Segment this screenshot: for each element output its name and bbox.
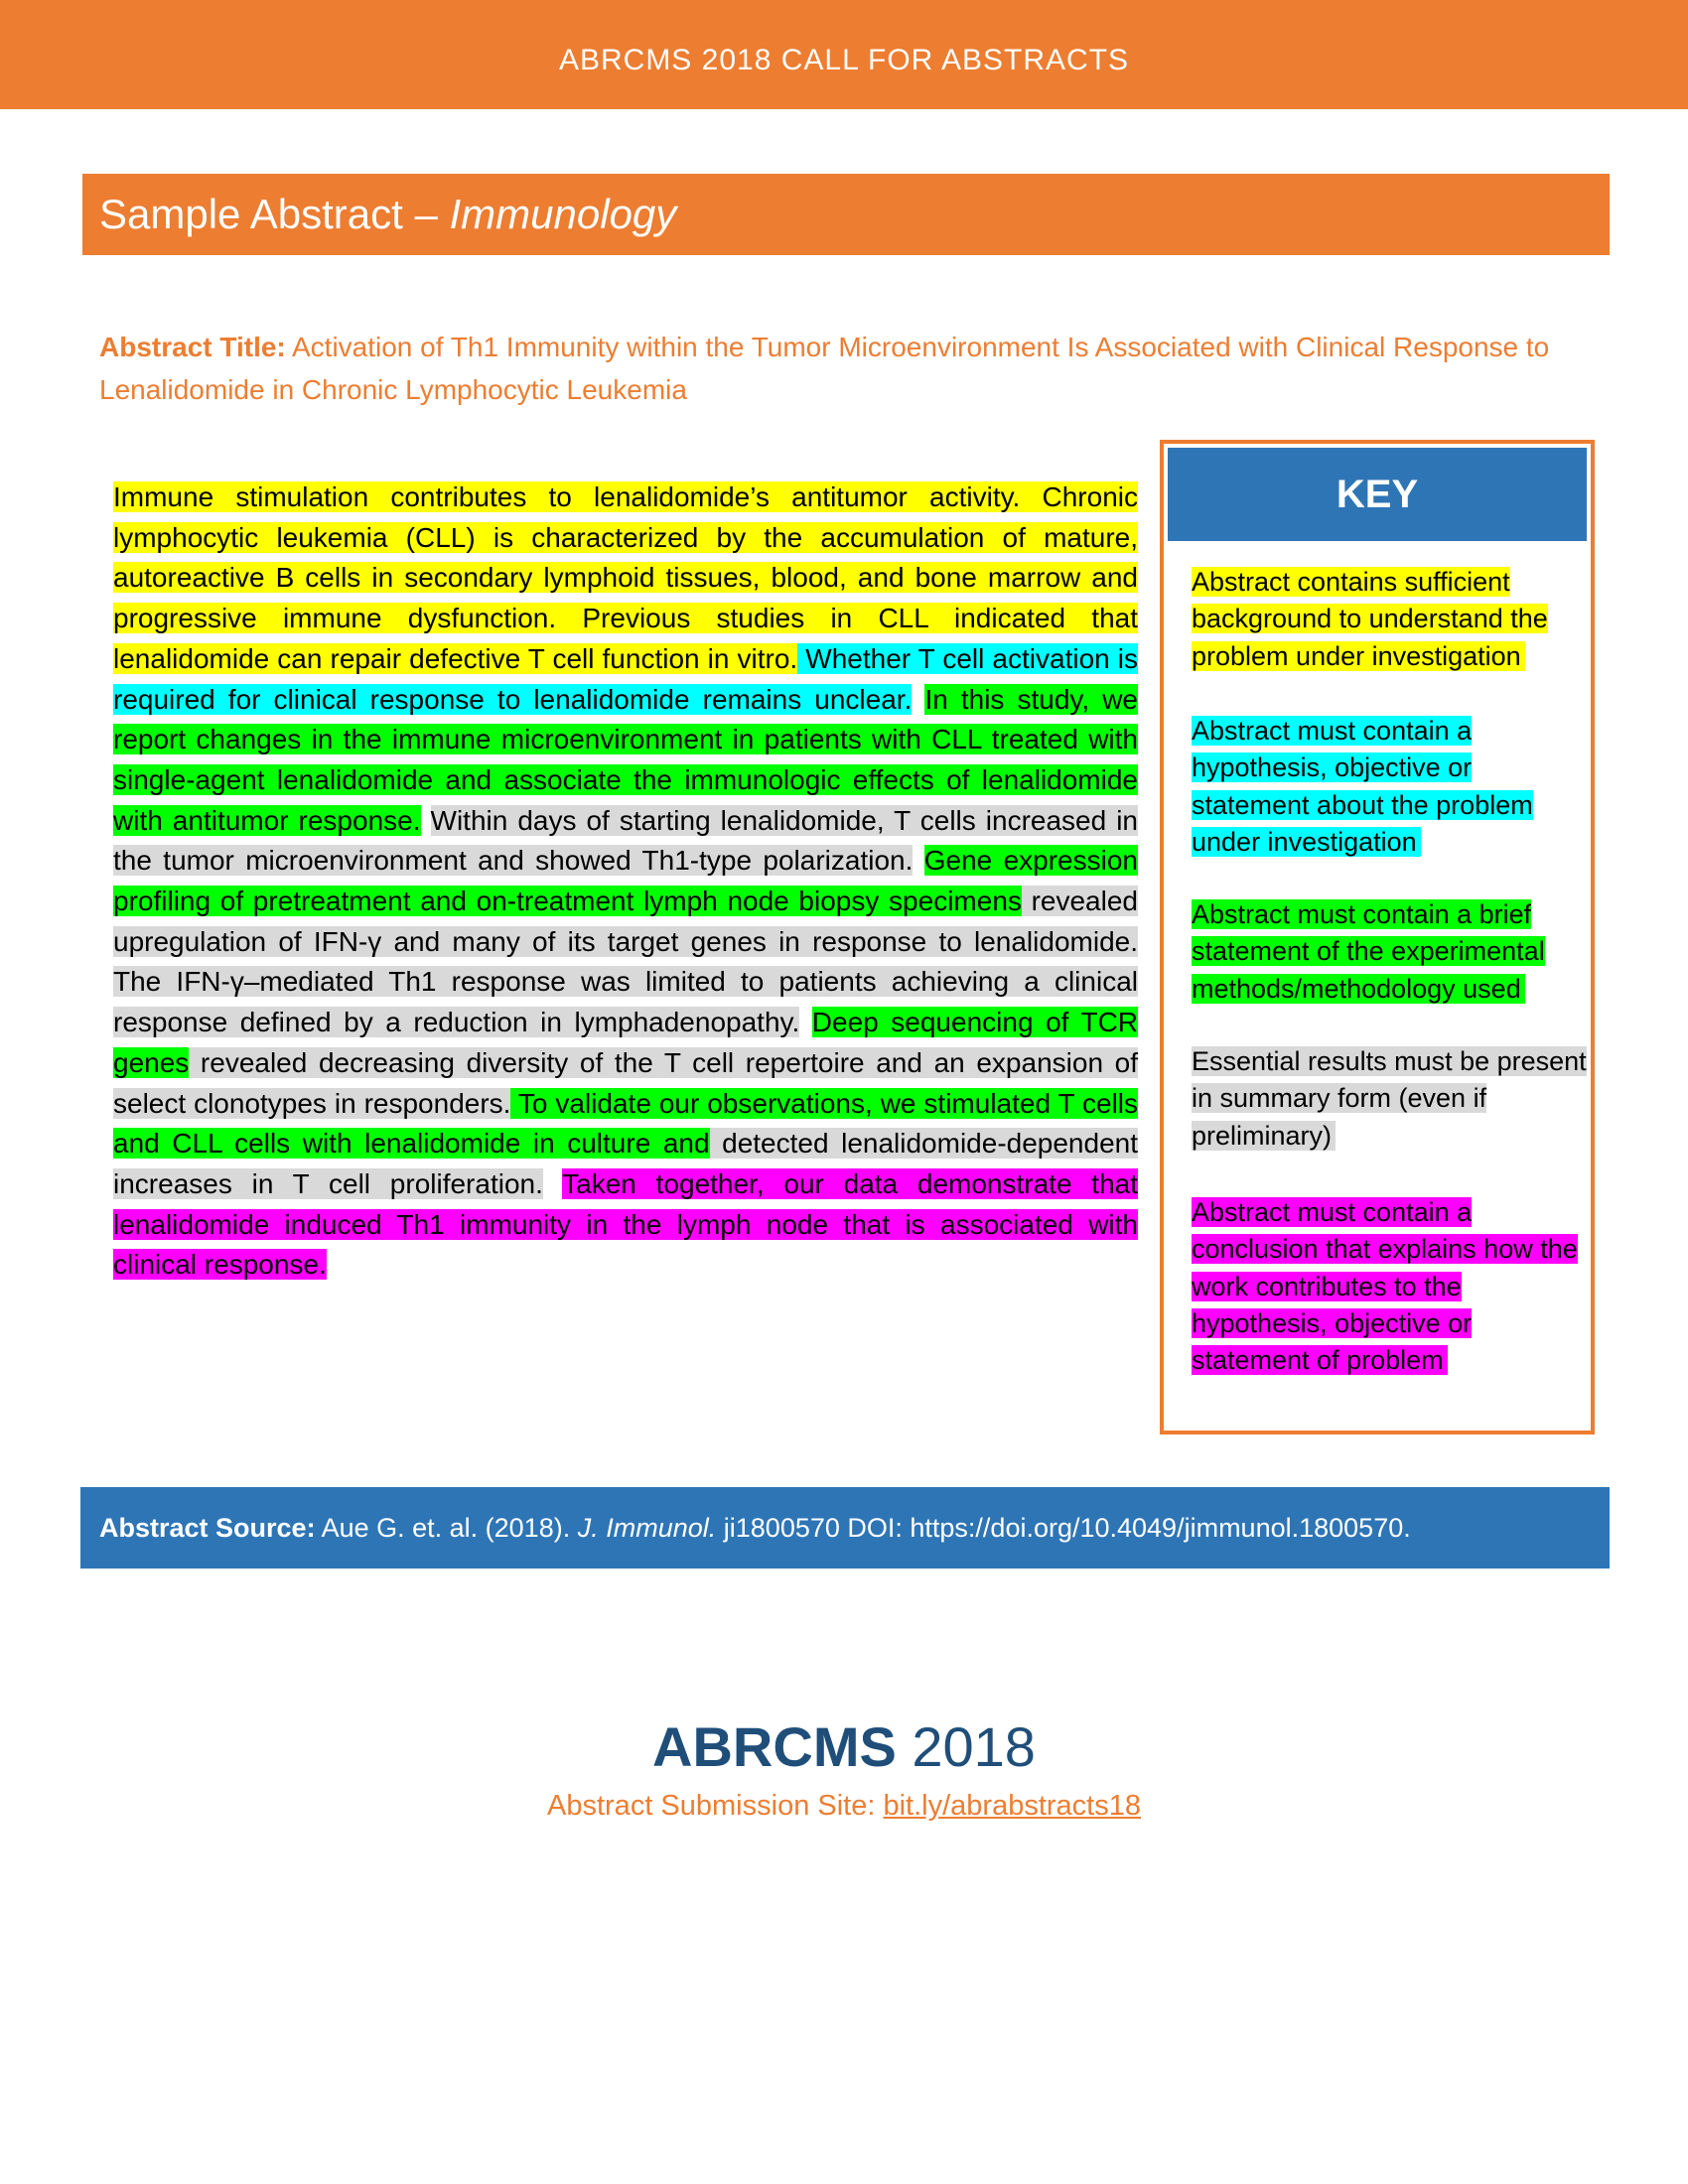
footer-submission [0, 1786, 1688, 1826]
abstract-segment-methods: In this study, we report changes in the immune microenvironment in patients with CLL treated with single-agent lenalidomide and associate the immunologic effects of lenalidomide with antitumor response. [113, 683, 1138, 836]
key-item-text: Essential results must be present in summary form (even if preliminary) [1192, 1046, 1587, 1151]
key-item-text: Abstract must contain a hypothesis, objective or statement about the problem under investigation [1192, 716, 1533, 857]
submission-link[interactable]: bit.ly/abrabstracts18 [883, 1790, 1141, 1822]
key-panel [1160, 440, 1595, 1434]
section-title: Sample Abstract – [99, 191, 450, 237]
key-header [1168, 448, 1587, 541]
abstract-segment-results: Within days of starting lenalidomide, T cells increased in the tumor microenvironment and showed Th1-type polarization. [113, 804, 1138, 877]
abstract-segment-methods: Deep sequencing of TCR genes [113, 1007, 1139, 1078]
section-title-subject: Immunology [449, 191, 677, 237]
source-label: Abstract Source: [99, 1513, 316, 1543]
key-item-results [1192, 1043, 1589, 1155]
key-title: KEY [1336, 473, 1419, 516]
key-item-text: Abstract must contain a brief statement of the experimental methods/methodology used [1192, 899, 1545, 1004]
abstract-segment-none [421, 805, 431, 836]
abstract-segment-none [913, 845, 923, 876]
abstract-segment-none [912, 684, 924, 715]
source-doi[interactable]: ji1800570 DOI: https://doi.org/10.4049/jimmunol.1800570. [716, 1513, 1411, 1543]
abstract-body [113, 478, 1138, 1286]
abstract-title-label: Abstract Title: [99, 332, 286, 362]
top-banner [0, 0, 1688, 109]
footer-title-brand: ABRCMS [652, 1715, 897, 1778]
key-item-conclusion [1192, 1194, 1589, 1379]
abstract-segment-hypothesis: Whether T cell activation is required for clinical response to lenalidomide remains unclear. [113, 642, 1138, 715]
abstract-title-text: Activation of Th1 Immunity within the Tumor Microenvironment Is Associated with Clinical Response to Lenalidomide in Chronic Lymphocytic Leukemia [99, 332, 1550, 405]
section-title-bar [82, 174, 1610, 255]
abstract-segment-methods: Gene expression profiling of pretreatment and on-treatment lymph node biopsy specimens [113, 845, 1138, 917]
abstract-segment-none [543, 1168, 562, 1199]
key-item-methods [1192, 896, 1589, 1008]
submission-label: Abstract Submission Site: [547, 1790, 884, 1822]
abstract-segment-methods: To validate our observations, we stimulated T cells and CLL cells with lenalidomide in culture and [113, 1087, 1139, 1160]
abstract-segment-results: revealed decreasing diversity of the T cell repertoire and an expansion of select clonotypes in responders. [113, 1046, 1138, 1119]
footer-title [0, 1712, 1688, 1782]
abstract-segment-results: detected lenalidomide-dependent increases in T cell proliferation. [113, 1128, 1139, 1199]
source-journal: J. Immunol. [577, 1513, 717, 1543]
source-citation: Aue G. et. al. (2018). [315, 1513, 578, 1543]
abstract-segment-none [799, 1007, 812, 1037]
footer-title-year: 2018 [896, 1715, 1036, 1778]
key-item-text: Abstract must contain a conclusion that explains how the work contributes to the hypothesis, objective or statement of problem [1192, 1197, 1578, 1376]
key-item-hypothesis [1192, 713, 1589, 861]
banner-title: ABRCMS 2018 CALL FOR ABSTRACTS [558, 44, 1130, 76]
abstract-segment-background: Immune stimulation contributes to lenalidomide’s antitumor activity. Chronic lymphocytic leukemia (CLL) is characterized by the accumulation of mature, autoreactive B cells in secondary lymphoid tissues, blood, and bone marrow and progressive immune dysfunction. Previous studies in CLL indicated that lenalidomide can repair defective T cell function in vitro. [113, 481, 1138, 674]
abstract-segment-results: revealed upregulation of IFN-γ and many of its target genes in response to lenalidomide. The IFN-γ–mediated Th1 response was limited to patients achieving a clinical response defined by a reduction in lymphadenopathy. [113, 886, 1138, 1038]
abstract-title [99, 326, 1569, 411]
key-item-text: Abstract contains sufficient background to understand the problem under investigation [1192, 567, 1548, 671]
key-item-background [1192, 564, 1589, 675]
abstract-source-bar [80, 1487, 1610, 1569]
abstract-segment-conclusion: Taken together, our data demonstrate that lenalidomide induced Th1 immunity in the lymph node that is associated with clinical response. [113, 1167, 1138, 1281]
